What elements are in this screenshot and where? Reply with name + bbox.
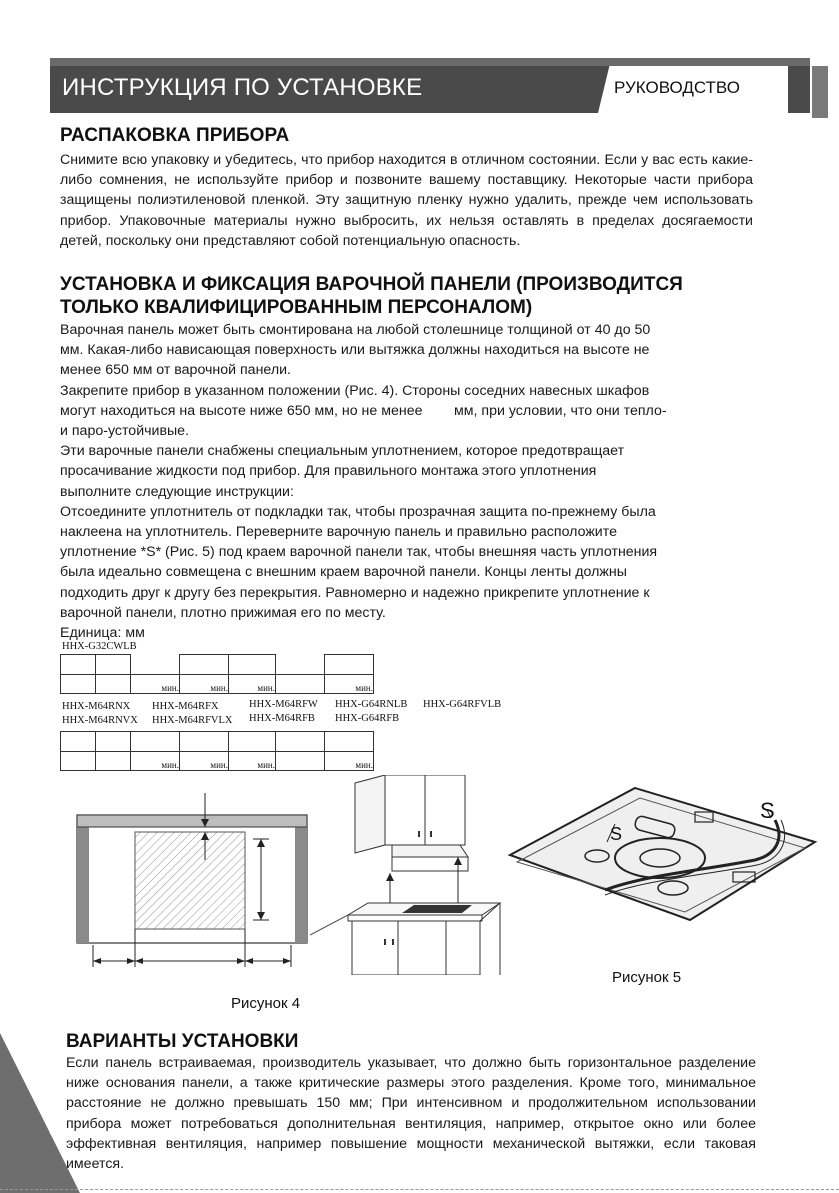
min-label: мин. [325, 675, 374, 694]
install-line: менее 650 мм от варочной панели. [60, 362, 291, 379]
install-line: могут находиться на высоте ниже 650 мм, но не менее мм, при условии, что они тепло- [60, 402, 667, 419]
model-name-g32cwlb: HHX-G32CWLB [62, 641, 137, 652]
install-line: подходить друг к другу без перекрытия. Равномерно и надежно прикрепите уплотнение к [60, 584, 650, 601]
figure-4-caption: Рисунок 4 [231, 995, 301, 1012]
install-line: Варочная панель может быть смонтирована на любой столешнице толщиной от 40 до 50 [60, 322, 651, 338]
countertop-left-edge [77, 815, 89, 943]
base-cabinet [352, 921, 480, 975]
model-name: HHX-M64RFB [249, 713, 315, 724]
figure-5-caption: Рисунок 5 [612, 969, 682, 986]
min-label: мин. [131, 752, 180, 771]
variants-paragraph: Если панель встраиваемая, производитель указывает, что должно быть горизонтальное разделение ниже основания панели, а также критические размеры этого разделения. Кроме того, минимальное расстояние не должно превышать 150 мм; При интенсивном и продолжительном использовании прибора может потребоваться дополнительная вентиляция, например, открытое окно или более эффективная вентиляция, например повышение мощности механической вытяжки, если таковая имеется. [66, 1055, 756, 1173]
model-name: HHX-M64RNVX [62, 715, 138, 726]
header-bar-highlight [50, 58, 810, 66]
min-label: мин. [229, 675, 276, 694]
header-tab-label: РУКОВОДСТВО [614, 78, 740, 97]
page-bottom-rule [0, 1189, 839, 1190]
range-hood [392, 845, 468, 857]
install-heading-line2: ТОЛЬКО КВАЛИФИЦИРОВАННЫМ ПЕРСОНАЛОМ) [60, 297, 533, 318]
model-name: HHX-G64RNLB [335, 699, 408, 710]
min-label: мин. [325, 752, 374, 771]
figure-4-kitchen-diagram [310, 775, 510, 975]
install-heading-line1: УСТАНОВКА И ФИКСАЦИЯ ВАРОЧНОЙ ПАНЕЛИ (ПРОИЗВОДИТСЯ [60, 274, 683, 295]
countertop-back-edge [77, 815, 307, 827]
install-paragraph [60, 320, 760, 643]
min-label: мин. [131, 675, 180, 694]
unpack-heading: РАСПАКОВКА ПРИБОРА [60, 125, 290, 146]
install-line: мм. Какая-либо нависающая поверхность или вытяжка должны находиться на высоте не [60, 342, 650, 359]
page-number: 6 [49, 1123, 58, 1140]
wall-cabinet-side [355, 775, 385, 853]
countertop-right-edge [295, 815, 307, 943]
page-corner-decoration [0, 1033, 80, 1193]
install-line: Закрепите прибор в указанном положении (Рис. 4). Стороны соседних навесных шкафов [60, 382, 650, 399]
unpack-paragraph: Снимите всю упаковку и убедитесь, что прибор находится в отличном состоянии. Если у вас есть какие-либо сомнения, не используйте прибор и позвоните вашему поставщику. Некоторые части прибора защищены полиэтиленовой пленкой. Эту защитную пленку нужно удалить, прежде чем использовать прибор. Упаковочные материалы нужно выбросить, их нельзя оставлять в пределах досягаемости детей, поскольку они представляют собой потенциальную опасность. [60, 152, 753, 249]
cutout-area [135, 832, 245, 929]
min-label: мин. [229, 752, 276, 771]
install-line: Отсоедините уплотнитель от подкладки так, чтобы прозрачная защита по-прежнему была [60, 503, 656, 520]
model-name: HHX-G64RFVLB [423, 699, 502, 710]
seal-label-s: S [610, 824, 623, 844]
header-title: ИНСТРУКЦИЯ ПО УСТАНОВКЕ [62, 74, 423, 101]
install-line: наклеена на уплотнитель. Переверните варочную панель и правильно расположите [60, 524, 617, 541]
dimension-table-2 [60, 731, 374, 771]
hob [402, 905, 472, 913]
install-line: и паро-устойчивые. [60, 423, 190, 440]
variants-heading: ВАРИАНТЫ УСТАНОВКИ [66, 1031, 299, 1052]
unit-label: Единица: мм [60, 625, 145, 642]
seal-label-s: S [760, 798, 775, 823]
install-line: уплотнение *S* (Рис. 5) под краем варочной панели так, чтобы внешняя часть уплотнения [60, 544, 658, 561]
model-name: HHX-M64RFVLX [152, 715, 233, 726]
install-line: просачивание жидкости под прибор. Для правильного монтажа этого уплотнения [60, 463, 597, 480]
dimension-table-1 [60, 654, 374, 694]
header-side-marker [812, 66, 828, 118]
install-line: была идеально совмещена с внешним краем варочной панели. Концы ленты должны [60, 564, 627, 581]
model-name: HHX-M64RFW [249, 699, 318, 710]
model-name: HHX-M64RNX [62, 701, 131, 712]
install-line: выполните следующие инструкции: [60, 483, 294, 500]
model-name: HHX-M64RFX [152, 701, 219, 712]
min-label: мин. [180, 675, 229, 694]
model-name: HHX-G64RFB [335, 713, 400, 724]
install-line: варочной панели, плотно прижимая его по месту. [60, 604, 386, 621]
install-line: Эти варочные панели снабжены специальным уплотнением, которое предотвращает [60, 443, 625, 460]
min-label: мин. [180, 752, 229, 771]
figure-4-cutout-diagram [60, 785, 320, 975]
